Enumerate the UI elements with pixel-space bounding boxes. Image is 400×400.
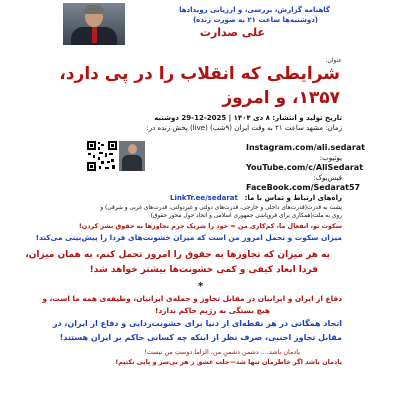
header-line-1: گاهنامه گزارش، بررسی، و ارزیابی رویدادها — [179, 6, 330, 14]
profile-thumbnail — [119, 141, 145, 171]
body-line-10: مقابل تجاوز اجنبی، صرف نظر از اینکه چه کسانی حاکم بر ایران هستند! — [59, 333, 342, 342]
body-line-12: یادمان باشد اگر خاطرمان تنها شد—جلب عشق ز هر بی‌سر و پایی نکنیم! — [115, 358, 342, 366]
body-line-6: فردا ابعاد کیفی و کمی خشونت‌ها بیشتر خواهد شد! — [89, 265, 318, 275]
body-line-4: میزان سکوت و تحمل امروز من است که میزان خشونت‌های فردا را پیش‌بینی می‌کند! — [35, 233, 342, 242]
header-line-2: (دوشنبه‌ها ساعت ۲۱ به صورت زنده) — [192, 16, 318, 24]
time-line: زمان: مشهد ساعت ۲۱ به وقت ایران (۹شب) (live) پخش زنده در: — [146, 124, 342, 132]
body-line-2: روی به ملت(همکاری برای فروپاشی جمهوری اسلامی و اتحاد حول محور حقوق) — [150, 213, 342, 219]
body-line-5: به هر میزان که تجاوزها به حقوق را امروز تحمل کنم، به همان میزان، — [25, 250, 330, 260]
contact-link[interactable]: LinkTr.ee/sedarat — [170, 194, 238, 202]
date-line: تاریخ تولید و انتشار: ۸ دی ۱۴۰۴ | 2025-12-29 دوشنبه — [154, 114, 342, 122]
body-line-7: دفاع از ایران و ایرانیان در مقابل تجاوز و حمله‌ی ایرانیان، وظیفه‌ی همه ما است، و — [42, 294, 342, 303]
body-line-1: پشت به قدرت(قدرت‌های داخلی و خارجی، قدرت‌های دولتی و غیردولتی، قدرت‌های غربی و شرقی) و — [100, 205, 342, 211]
separator-star: * — [198, 281, 204, 292]
qr-code — [87, 141, 117, 171]
facebook-link[interactable]: FaceBook.com/Sedarat57 — [246, 183, 361, 192]
article-title-line-2: ۱۳۵۷، و امروز — [222, 88, 340, 108]
article-title-line-1: شرایطی که انقلاب را در پی دارد، — [59, 64, 340, 84]
contact-prefix: راه‌های ارتباط و تماس با ما: — [244, 194, 342, 202]
youtube-label: یوتیوب: — [319, 154, 342, 162]
facebook-label: فیس‌بوک: — [313, 174, 342, 182]
body-line-8: هیچ بستگی به رژیم حاکم ندارد! — [155, 306, 270, 315]
author-name: علی صدارت — [199, 26, 265, 39]
kicker: عنوان: — [325, 57, 342, 64]
youtube-link[interactable]: YouTube.com/c/AliSedarat — [246, 163, 364, 172]
author-photo — [63, 3, 125, 45]
body-line-3: سکوت تو، انفعال ما، کم‌کاری من = خود را شریک جرم تجاوزها به حقوق بشر کردن! — [78, 222, 342, 230]
body-line-11: یادمان باشد.... دشمن دشمنِ من، الزاما دوستِ من نیست! — [144, 348, 300, 356]
body-line-9: اتحاد همگانی در هر نقطه‌ای از دنیا برای خشونت‌زدایی و دفاع از ایران، در — [52, 319, 342, 328]
instagram-link[interactable]: Instagram.com/ali.sedarat — [246, 143, 365, 152]
